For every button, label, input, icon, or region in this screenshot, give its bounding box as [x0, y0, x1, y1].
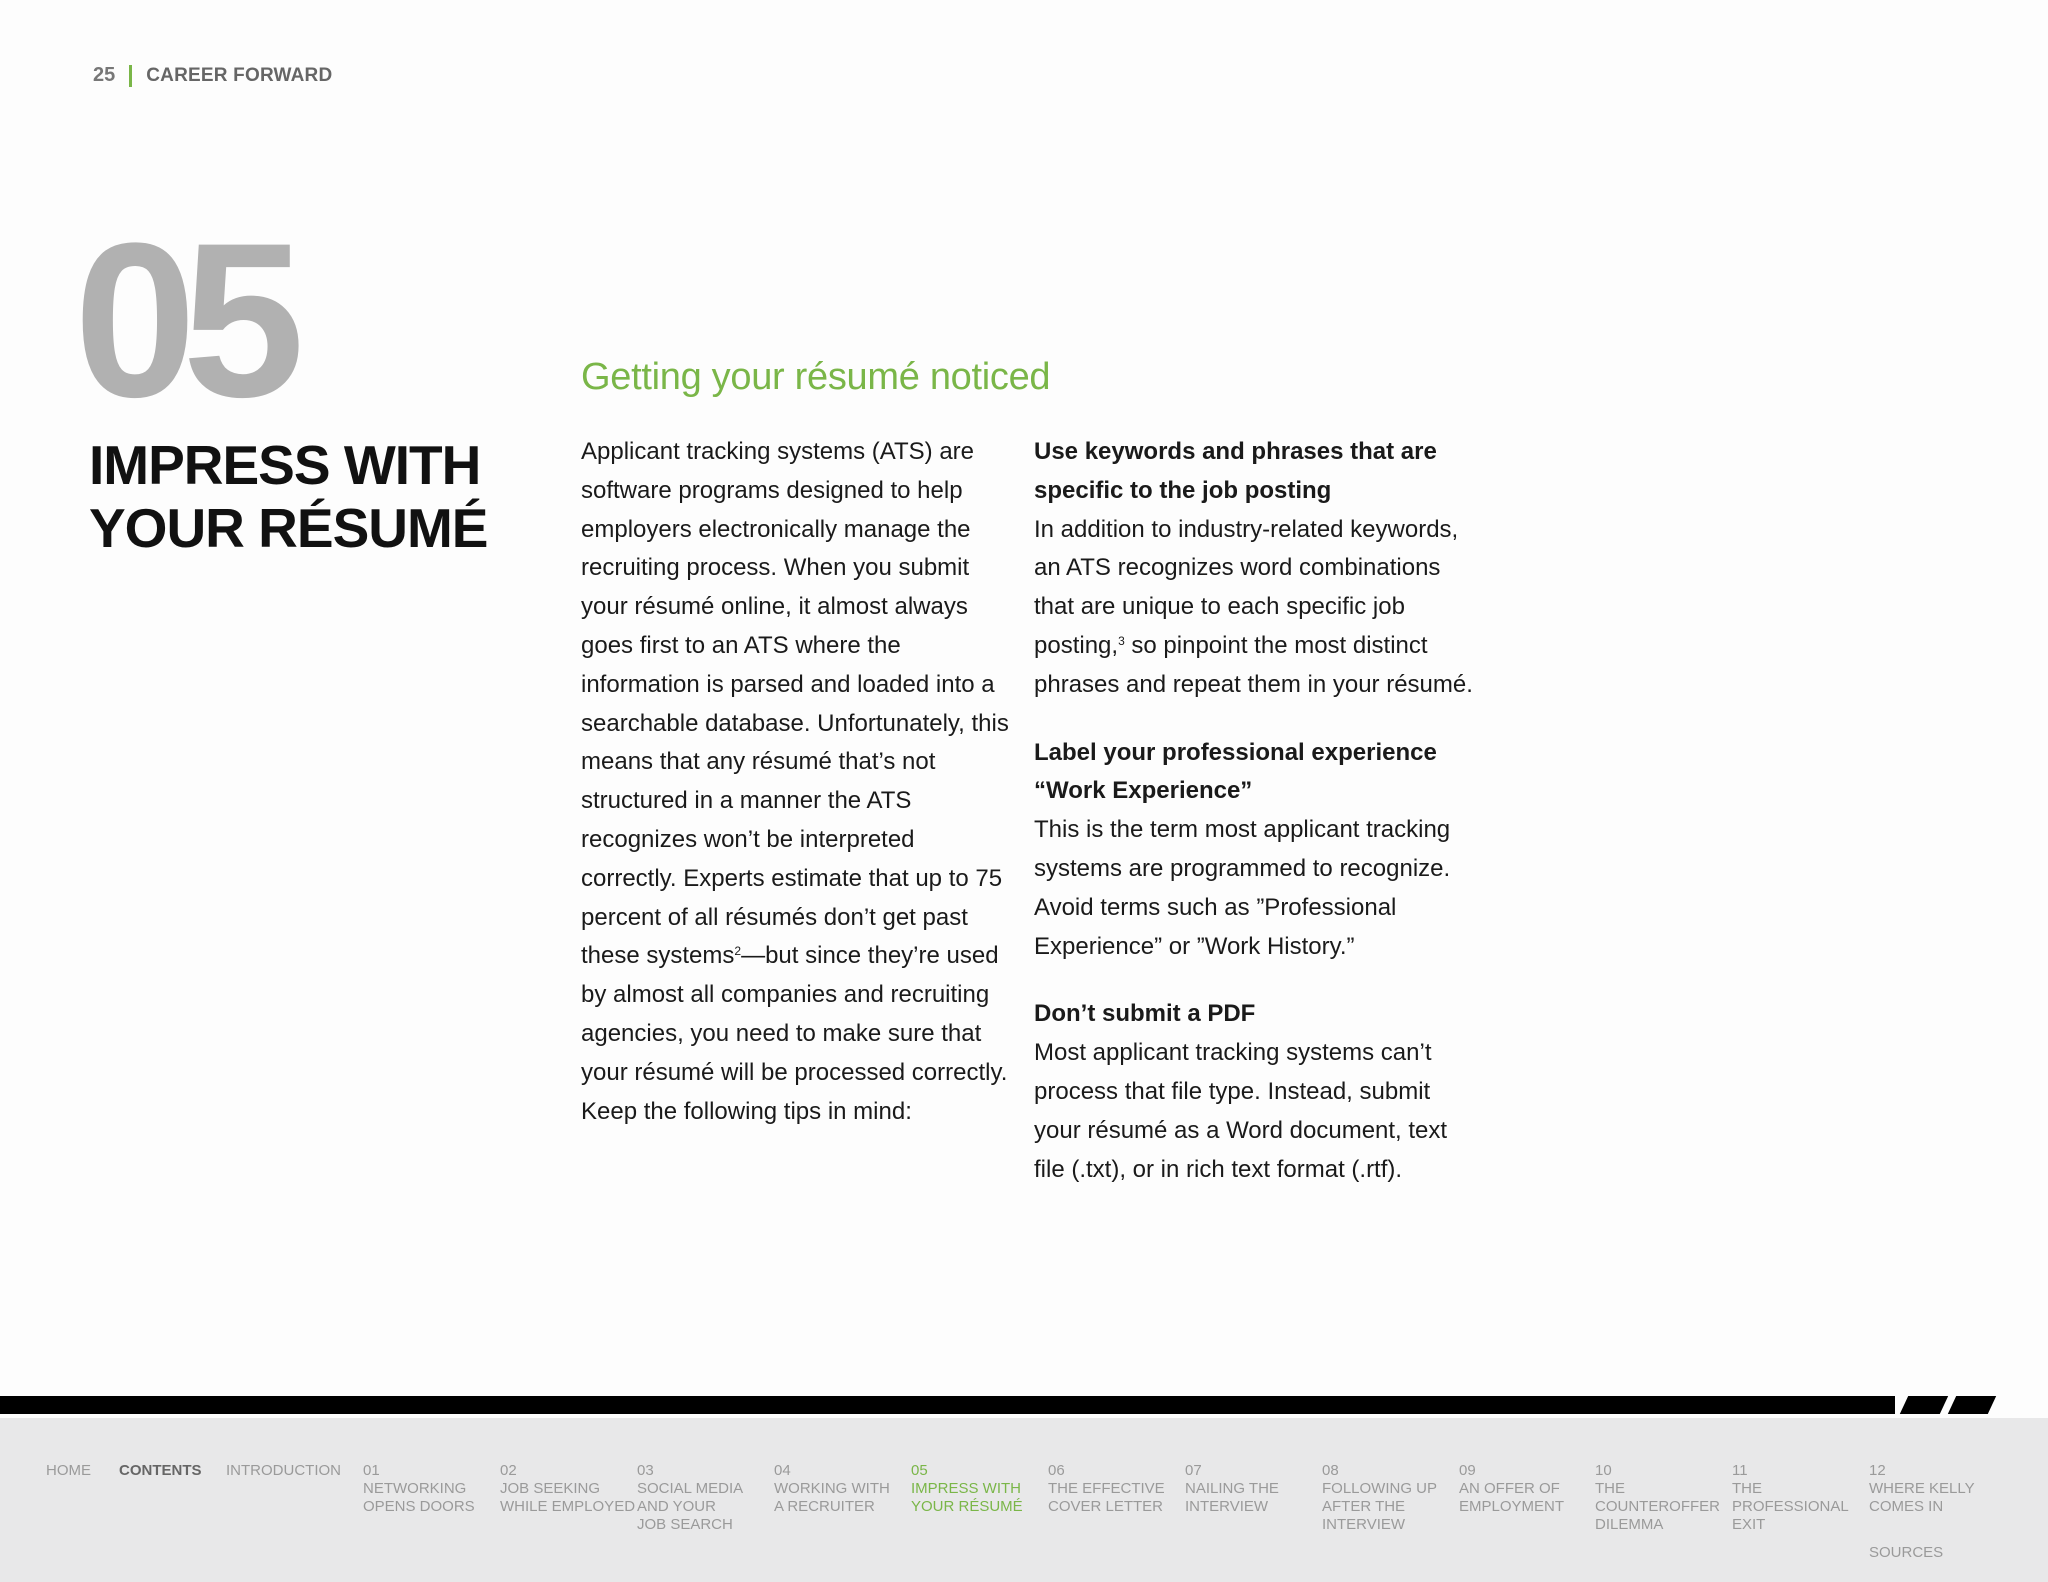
nav-chapter-number: 03 [637, 1462, 654, 1479]
intro-column [581, 433, 1011, 1131]
tip-title: Don’t submit a PDF [1034, 1000, 1256, 1028]
nav-chapter-number: 08 [1322, 1462, 1339, 1479]
tip-body: Most applicant tracking systems can’t process that file type. Instead, submit your résumé as a Word document, text file (.txt), or in rich text format (.rtf). [1034, 1039, 1448, 1183]
nav-chapter-number: 04 [774, 1462, 791, 1479]
nav-chapter-10[interactable] [1595, 1462, 1731, 1534]
nav-chapter-04[interactable] [774, 1462, 910, 1516]
nav-sources[interactable]: SOURCES [1869, 1544, 1944, 1561]
nav-chapter-09[interactable] [1459, 1462, 1595, 1516]
nav-chapter-06[interactable] [1048, 1462, 1184, 1516]
tip-title: Use keywords and phrases that are specific to the job posting [1034, 438, 1437, 504]
nav-chapter-label: IMPRESS WITH YOUR RÉSUMÉ [911, 1480, 1023, 1515]
nav-chapter-label: AN OFFER OF EMPLOYMENT [1459, 1480, 1565, 1515]
nav-chapter-label: NAILING THE INTERVIEW [1185, 1480, 1279, 1515]
nav-home[interactable]: HOME [46, 1462, 91, 1479]
tip-title: Label your professional experience “Work Experience” [1034, 738, 1437, 805]
nav-chapter-11[interactable] [1732, 1462, 1868, 1534]
footer-slash-decoration [1948, 1396, 1996, 1414]
footnote-ref[interactable]: 2 [734, 944, 742, 959]
bottom-navigation [0, 1418, 2048, 1582]
footnote-ref[interactable]: 3 [1118, 633, 1125, 648]
header-divider [129, 65, 132, 87]
section-heading: Getting your résumé noticed [581, 356, 1051, 398]
chapter-number: 05 [74, 197, 291, 443]
document-title: CAREER FORWARD [146, 64, 333, 86]
nav-chapter-number: 05 [911, 1462, 928, 1479]
nav-chapter-label: FOLLOWING UP AFTER THE INTERVIEW [1322, 1480, 1438, 1533]
tip-keywords [1034, 433, 1474, 705]
chapter-title-line2: YOUR RÉSUMÉ [89, 497, 488, 559]
nav-chapter-12[interactable] [1869, 1462, 2039, 1516]
nav-chapter-number: 07 [1185, 1462, 1202, 1479]
page-number: 25 [93, 64, 116, 86]
tip-body: This is the term most applicant tracking systems are programmed to recognize. Avoid terms such as ”Professional Experience” or ”Work History.” [1034, 816, 1451, 960]
nav-chapter-05-active[interactable] [911, 1462, 1047, 1516]
nav-chapter-number: 12 [1869, 1462, 1886, 1479]
nav-introduction[interactable]: INTRODUCTION [226, 1462, 341, 1479]
nav-contents[interactable]: CONTENTS [119, 1462, 202, 1479]
tips-column [1034, 433, 1474, 1218]
tip-no-pdf [1034, 995, 1474, 1189]
nav-chapter-08[interactable] [1322, 1462, 1458, 1534]
tip-work-experience [1034, 734, 1474, 967]
nav-chapter-number: 11 [1732, 1462, 1748, 1479]
chapter-title [89, 434, 509, 560]
nav-chapter-label: WHERE KELLY COMES IN [1869, 1480, 1975, 1515]
nav-chapter-number: 02 [500, 1462, 517, 1479]
nav-chapter-02[interactable] [500, 1462, 636, 1516]
nav-chapter-label: THE EFFECTIVE COVER LETTER [1048, 1480, 1165, 1515]
nav-chapter-number: 10 [1595, 1462, 1612, 1479]
footer-divider-bar [0, 1396, 1895, 1414]
intro-paragraph [581, 433, 1011, 1131]
tip-body-text: In addition to industry-related keywords, an ATS recognizes word combinations that are unique to each specific job posting, [1034, 515, 1459, 659]
page-header [93, 64, 332, 87]
intro-text-part2: —but since they’re used by almost all companies and recruiting agencies, you need to make sure that your résumé will be processed correctly. Keep the following tips in mind: [581, 942, 1008, 1125]
tip-body [1034, 511, 1474, 705]
chapter-title-line1: IMPRESS WITH [89, 434, 481, 496]
nav-chapter-label: WORKING WITH A RECRUITER [774, 1480, 890, 1515]
tip-body-text: so pinpoint the most distinct phrases and repeat them in your résumé. [1034, 631, 1473, 698]
intro-text-part1: Applicant tracking systems (ATS) are software programs designed to help employers electronically manage the recruiting process. When you submit your résumé online, it almost always goes first to an ATS where the information is parsed and loaded into a searchable database. Unfortunately, this means that any résumé that’s not structured in a manner the ATS recognizes won’t be interpreted correctly. Experts estimate that up to 75 percent of all résumés don’t get past these systems [581, 438, 1009, 970]
nav-chapter-number: 09 [1459, 1462, 1476, 1479]
nav-chapter-label: THE PROFESSIONAL EXIT [1732, 1480, 1849, 1533]
nav-chapter-number: 06 [1048, 1462, 1065, 1479]
nav-chapter-01[interactable] [363, 1462, 499, 1516]
nav-chapter-label: JOB SEEKING WHILE EMPLOYED [500, 1480, 636, 1515]
nav-chapter-label: SOCIAL MEDIA AND YOUR JOB SEARCH [637, 1480, 744, 1533]
nav-chapter-number: 01 [363, 1462, 380, 1479]
nav-chapter-label: THE COUNTEROFFER DILEMMA [1595, 1480, 1720, 1533]
nav-chapter-07[interactable] [1185, 1462, 1321, 1516]
nav-chapter-label: NETWORKING OPENS DOORS [363, 1480, 475, 1515]
footer-slash-decoration [1900, 1396, 1948, 1414]
nav-chapter-03[interactable] [637, 1462, 773, 1534]
